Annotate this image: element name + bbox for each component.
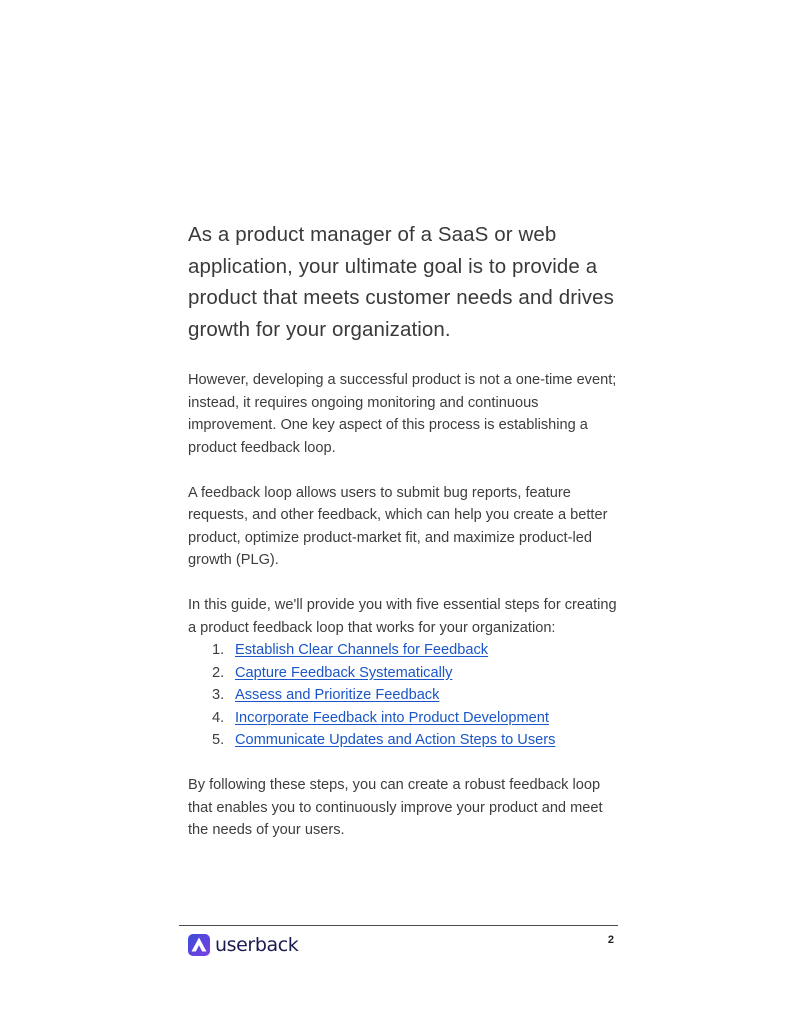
step-number: 2. bbox=[212, 664, 225, 681]
footer-divider bbox=[179, 925, 618, 926]
guide-paragraph: In this guide, we'll provide you with five essential steps for creating a product feedback loop that works for your organization: bbox=[188, 597, 617, 636]
steps-list bbox=[188, 639, 618, 752]
step-number: 4. bbox=[212, 709, 225, 726]
closing-paragraph: By following these steps, you can create a robust feedback loop that enables you to continuously improve your product and meet the needs of your users. bbox=[188, 777, 603, 838]
step-number: 5. bbox=[212, 732, 225, 748]
step-number: 3. bbox=[212, 687, 225, 703]
userback-logo-icon bbox=[188, 934, 210, 956]
step-link-incorporate-feedback[interactable]: Incorporate Feedback into Product Development bbox=[235, 709, 549, 726]
step-link-capture-feedback[interactable]: Capture Feedback Systematically bbox=[235, 664, 453, 681]
list-item bbox=[188, 729, 618, 752]
step-link-communicate-updates[interactable]: Communicate Updates and Action Steps to Users bbox=[235, 732, 556, 748]
lead-paragraph: As a product manager of a SaaS or web application, your ultimate goal is to provide a product that meets customer needs and drives growth for your organization. bbox=[188, 223, 615, 341]
document-body bbox=[188, 219, 618, 864]
step-number: 1. bbox=[212, 642, 225, 658]
list-item bbox=[188, 639, 618, 662]
step-link-establish-channels[interactable]: Establish Clear Channels for Feedback bbox=[235, 642, 489, 658]
page-number: 2 bbox=[607, 934, 614, 946]
list-item bbox=[188, 707, 618, 730]
feedback-loop-paragraph: A feedback loop allows users to submit bug reports, feature requests, and other feedback, which can help you create a better product, optimize product-market fit, and maximize product-led growth (PLG). bbox=[188, 484, 608, 568]
brand-logo bbox=[188, 933, 298, 957]
list-item bbox=[188, 684, 618, 707]
intro-paragraph: However, developing a successful product is not a one-time event; instead, it requires ongoing monitoring and continuous improvement. One key aspect of this process is establishing a product feedback loop. bbox=[188, 372, 617, 456]
list-item bbox=[188, 662, 618, 685]
brand-name: userback bbox=[215, 934, 299, 956]
step-link-assess-prioritize[interactable]: Assess and Prioritize Feedback bbox=[235, 687, 440, 703]
